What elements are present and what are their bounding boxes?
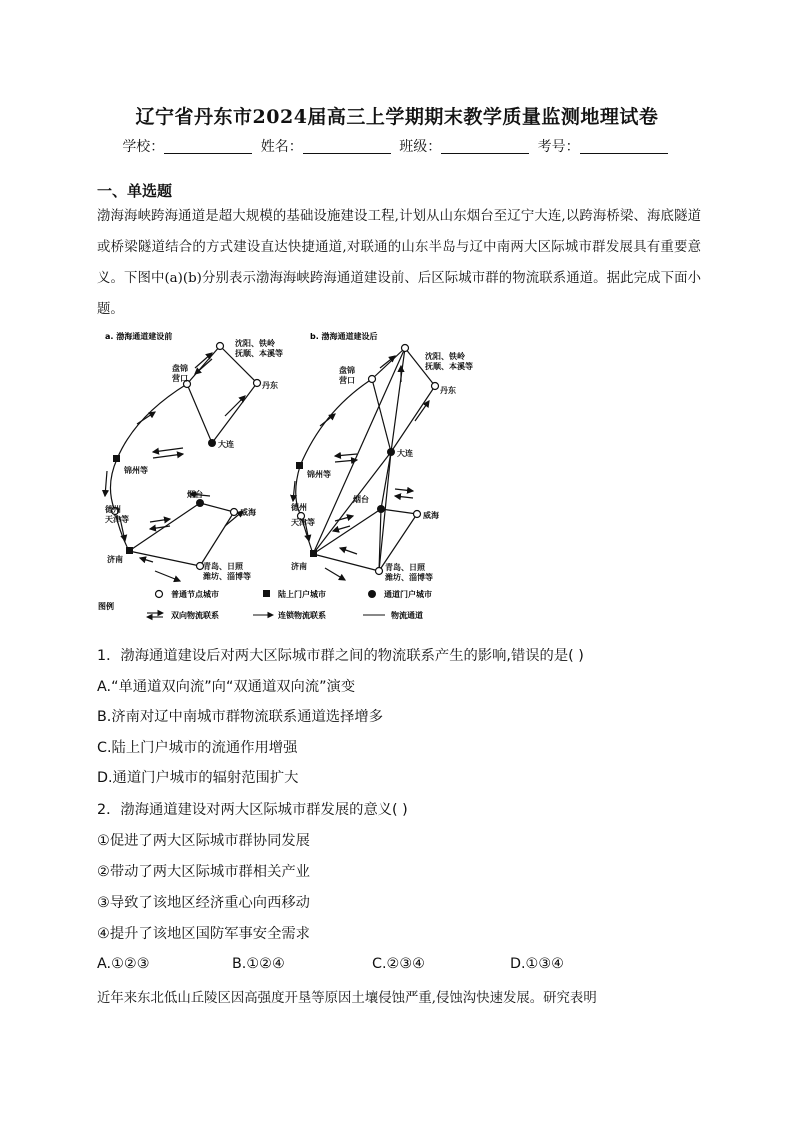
panel-b [293,348,435,580]
legend-land-gateway-icon [263,590,270,597]
school-blank [164,139,252,154]
label-b-weifang: 潍坊、淄博等 [385,573,433,582]
q2-statement-4: ④提升了该地区国防军事安全需求 [97,926,310,942]
node-b-yingkou [369,376,376,383]
panel-b-title: b. 渤海通道建设后 [310,332,378,341]
page-title: 辽宁省丹东市2024届高三上学期期末教学质量监测地理试卷 [135,106,659,128]
label-b-fushun: 抚顺、本溪等 [425,362,473,371]
legend-channel-gateway-icon [368,590,376,598]
label-a-weihai: 威海 [240,508,256,517]
label-b-tianjin: 天津等 [291,518,315,527]
label-a-weifang: 潍坊、淄博等 [203,572,251,581]
node-a-dandong [254,380,261,387]
label-a-qingdao: 青岛、日照 [203,562,243,571]
label-b-weihai: 威海 [423,511,439,520]
node-b-jinan [310,550,317,557]
label-b-qingdao: 青岛、日照 [385,563,425,572]
label-a-tianjin: 天津等 [105,515,129,524]
node-b-dandong [432,383,439,390]
node-b-dalian [387,448,395,456]
q2-option-a: A.①②③ [97,956,150,972]
label-a-dalian: 大连 [218,440,234,449]
class-label: 班级： [399,139,442,155]
school-label: 学校： [122,139,165,155]
node-b-shenyang [402,345,409,352]
label-a-yantai: 烟台 [187,490,203,499]
q1-option-a: A.“单通道双向流”向“双通道双向流”演变 [97,679,356,695]
legend-channel-gateway: 通道门户城市 [384,590,432,599]
node-a-jinan [126,547,133,554]
legend-normal-node-icon [156,591,163,598]
section-title: 一、单选题 [97,182,173,200]
class-blank [441,139,529,154]
label-a-shenyang: 沈阳、铁岭 [235,339,275,348]
label-a-dandong: 丹东 [262,381,278,390]
q2-option-b: B.①②④ [232,956,285,972]
legend-land-gateway: 陆上门户城市 [278,590,326,599]
q2-statement-2: ②带动了两大区际城市群相关产业 [97,864,310,880]
q2-statement-1: ①促进了两大区际城市群协同发展 [97,833,310,849]
panel-a-title: a. 渤海通道建设前 [105,332,173,341]
q1-option-c: C.陆上门户城市的流通作用增强 [97,740,298,756]
student-info-line [0,136,794,156]
label-a-jinzhou: 锦州等 [124,466,148,475]
label-b-yantai: 烟台 [353,495,369,504]
legend-title: 图例 [98,602,114,611]
exam-no-label: 考号： [537,139,580,155]
panel-b-nodes [296,345,439,575]
label-b-jinzhou: 锦州等 [307,470,331,479]
label-b-dalian: 大连 [397,449,413,458]
q2-option-d: D.①③④ [510,956,565,972]
label-b-panjin: 盘锦 [339,366,355,375]
node-a-shenyang [217,343,224,350]
node-b-qingdao [376,568,383,575]
node-a-yantai [196,499,204,507]
node-b-jinzhou [296,462,303,469]
legend-two-way: 双向物流联系 [171,611,219,620]
q2-option-c: C.②③④ [372,956,425,972]
label-a-fushun: 抚顺、本溪等 [235,349,283,358]
label-a-jinan: 济南 [107,555,123,564]
q1-option-b: B.济南对辽中南城市群物流联系通道选择增多 [97,709,383,725]
passage-1: 渤海海峡跨海通道是超大规模的基础设施建设工程,计划从山东烟台至辽宁大连,以跨海桥梁、海底隧道或桥梁隧道结合的方式建设直达快捷通道,对联通的山东半岛与辽中南两大区际城市群发展具有重要意义。下图中(a)(b)分别表示渤海海峡跨海通道建设前、后区际城市群的物流联系通道。据此完成下面小题。 [97,209,701,317]
exam-no-blank [580,139,668,154]
q2-statement-3: ③导致了该地区经济重心向西移动 [97,895,310,911]
label-a-yingkou: 营口 [172,374,188,383]
node-a-jinzhou [113,455,120,462]
label-a-panjin: 盘锦 [172,364,188,373]
name-blank [303,139,391,154]
label-a-dezhou: 德州 [105,505,121,514]
label-b-shenyang: 沈阳、铁岭 [425,352,465,361]
name-label: 姓名： [260,139,303,155]
node-a-weihai [231,509,238,516]
label-b-dezhou: 德州 [291,503,307,512]
legend-channel: 物流通道 [391,611,423,620]
passage-2: 近年来东北低山丘陵区因高强度开垦等原因土壤侵蚀严重,侵蚀沟快速发展。研究表明 [97,991,597,1006]
label-b-jinan: 济南 [291,562,307,571]
figure-legend [98,589,432,620]
label-b-yingkou: 营口 [339,376,355,385]
q1-option-d: D.通道门户城市的辐射范围扩大 [97,770,299,786]
q2-stem: 2．渤海通道建设对两大区际城市群发展的意义( ) [97,802,408,818]
node-b-yantai [377,505,385,513]
legend-continuous: 连锁物流联系 [278,611,326,620]
q1-stem: 1．渤海通道建设后对两大区际城市群之间的物流联系产生的影响,错误的是( ) [97,648,584,664]
node-b-weihai [414,511,421,518]
legend-normal-node: 普通节点城市 [171,590,219,599]
node-a-dalian [208,439,216,447]
logistics-figure [95,326,475,636]
label-b-dandong: 丹东 [440,386,456,395]
